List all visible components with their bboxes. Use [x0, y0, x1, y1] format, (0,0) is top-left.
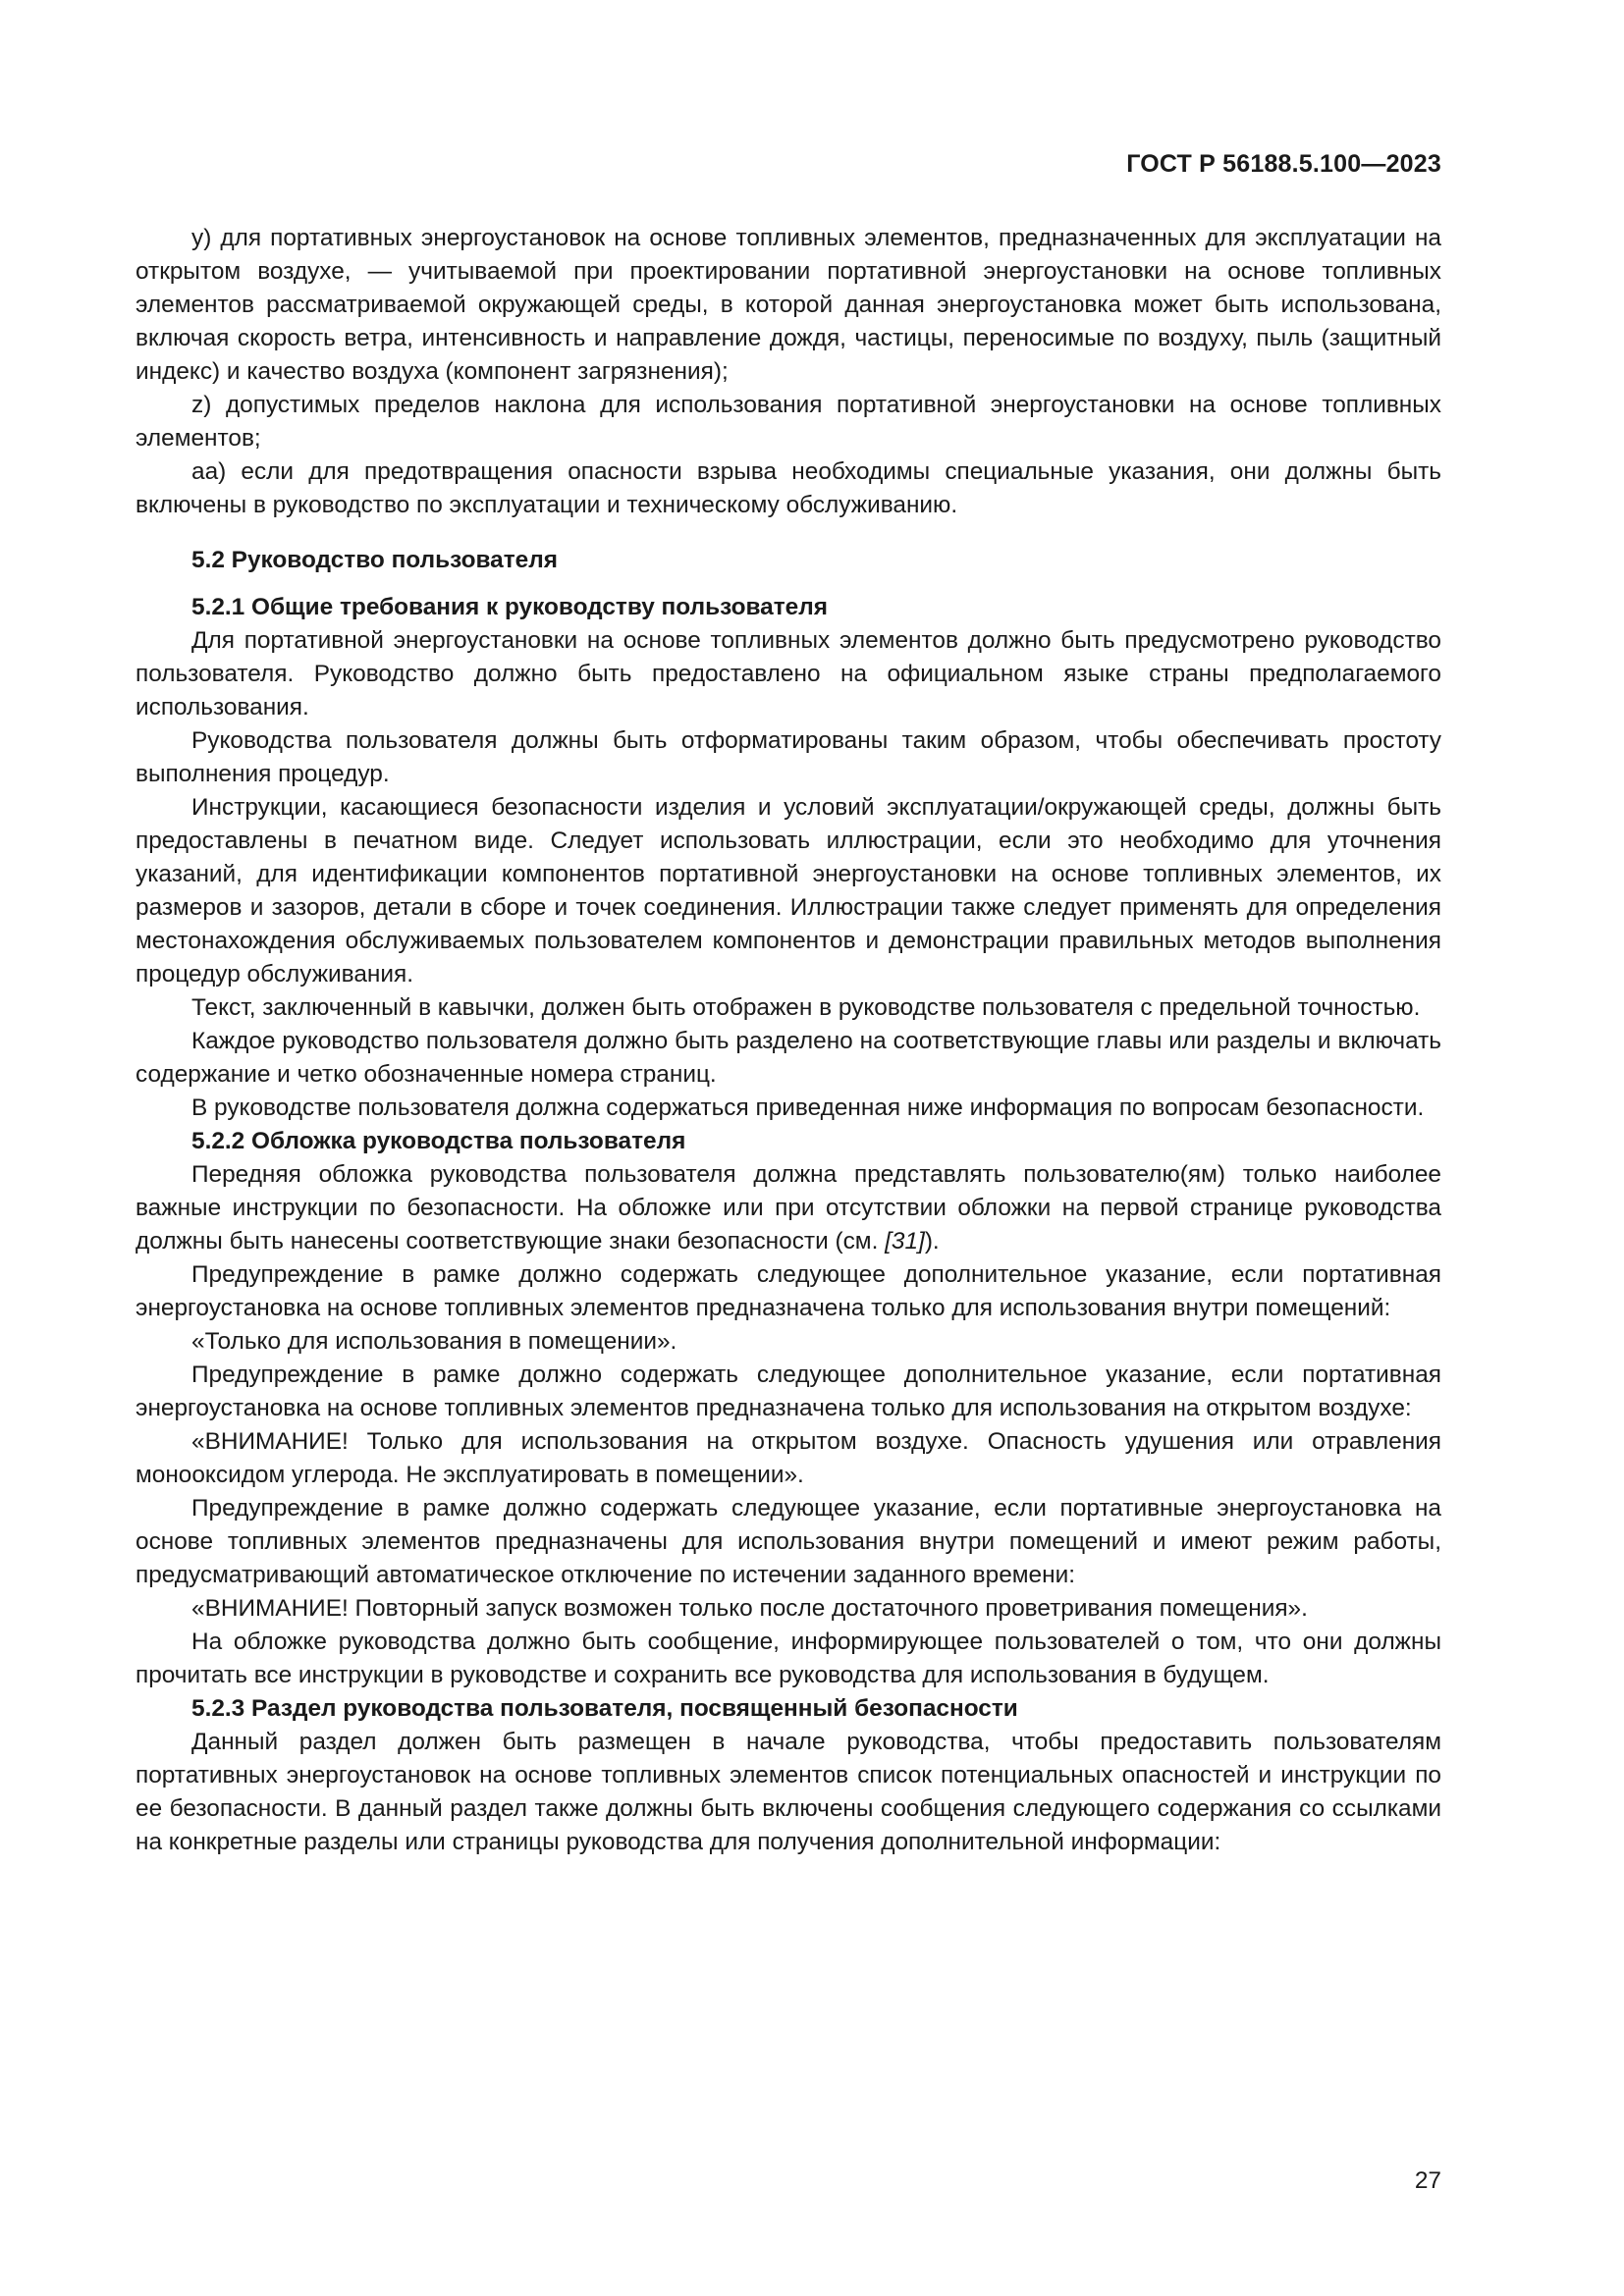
paragraph: Руководства пользователя должны быть отформатированы таким образом, чтобы обеспечивать простоту выполнения процедур. [135, 727, 1441, 787]
paragraph: В руководстве пользователя должна содержаться приведенная ниже информация по вопросам безопасности. [191, 1095, 1425, 1121]
paragraph: Текст, заключенный в кавычки, должен быть отображен в руководстве пользователя с предельной точностью. [191, 994, 1421, 1021]
paragraph: Предупреждение в рамке должно содержать следующее указание, если портативные энергоустановка на основе топливных элементов предназначены для использования внутри помещений и имеют режим работы, предусматривающий автоматическое отключение по истечении заданного времени: [135, 1495, 1441, 1588]
bibliography-reference: [31] [885, 1228, 925, 1255]
list-item-z: z) допустимых пределов наклона для использования портативной энергоустановки на основе топливных элементов; [135, 392, 1441, 452]
page-number: 27 [1414, 2167, 1441, 2194]
paragraph: Предупреждение в рамке должно содержать следующее дополнительное указание, если портативная энергоустановка на основе топливных элементов предназначена только для использования внутри помещений: [135, 1261, 1441, 1321]
quoted-warning: «ВНИМАНИЕ! Повторный запуск возможен только после достаточного проветривания помещения». [191, 1595, 1308, 1622]
paragraph: Каждое руководство пользователя должно быть разделено на соответствующие главы или разделы и включать содержание и четко обозначенные номера страниц. [135, 1028, 1441, 1088]
quoted-warning: «ВНИМАНИЕ! Только для использования на открытом воздухе. Опасность удушения или отравления монооксидом углерода. Не эксплуатировать в помещении». [135, 1428, 1441, 1488]
quoted-warning: «Только для использования в помещении». [191, 1328, 677, 1355]
paragraph: Предупреждение в рамке должно содержать следующее дополнительное указание, если портативная энергоустановка на основе топливных элементов предназначена только для использования на открытом воздухе: [135, 1362, 1441, 1421]
list-item-y: у) для портативных энергоустановок на основе топливных элементов, предназначенных для эксплуатации на открытом воздухе, — учитываемой при проектировании портативной энергоустановки на основе топливных элементов рассматриваемой окружающей среды, в которой данная энергоустановка может быть использована, включая скорость ветра, интенсивность и направление дождя, частицы, переносимые по воздуху, пыль (защитный индекс) и качество воздуха (компонент загрязнения); [135, 225, 1441, 385]
paragraph-text: ). [924, 1228, 940, 1255]
section-5-2-title: 5.2 Руководство пользователя [191, 547, 558, 573]
section-5-2-2-title: 5.2.2 Обложка руководства пользователя [191, 1128, 686, 1154]
document-code-header: ГОСТ Р 56188.5.100—2023 [1126, 150, 1441, 178]
paragraph: Данный раздел должен быть размещен в начале руководства, чтобы предоставить пользователям портативных энергоустановок на основе топливных элементов список потенциальных опасностей и инструкции по ее безопасности. В данный раздел также должны быть включены сообщения следующего содержания со ссылками на конкретные разделы или страницы руководства для получения дополнительной информации: [135, 1729, 1441, 1855]
paragraph: Для портативной энергоустановки на основе топливных элементов должно быть предусмотрено руководство пользователя. Руководство должно быть предоставлено на официальном языке страны предполагаемого использования. [135, 627, 1441, 721]
section-5-2-3-title: 5.2.3 Раздел руководства пользователя, посвященный безопасности [191, 1695, 1018, 1722]
paragraph [135, 1158, 1441, 1258]
paragraph: На обложке руководства должно быть сообщение, информирующее пользователей о том, что они должны прочитать все инструкции в руководстве и сохранить все руководства для использования в будущем. [135, 1629, 1441, 1688]
paragraph-text: Передняя обложка руководства пользователя должна представлять пользователю(ям) только наиболее важные инструкции по безопасности. На обложке или при отсутствии обложки на первой странице руководства должны быть нанесены соответствующие знаки безопасности (см. [135, 1161, 1441, 1255]
section-5-2-1-title: 5.2.1 Общие требования к руководству пользователя [191, 594, 828, 620]
paragraph: Инструкции, касающиеся безопасности изделия и условий эксплуатации/окружающей среды, должны быть предоставлены в печатном виде. Следует использовать иллюстрации, если это необходимо для уточнения указаний, для идентификации компонентов портативной энергоустановки на основе топливных элементов, их размеров и зазоров, детали в сборе и точек соединения. Иллюстрации также следует применять для определения местонахождения обслуживаемых пользователем компонентов и демонстрации правильных методов выполнения процедур обслуживания. [135, 794, 1441, 988]
document-body [135, 222, 1441, 1859]
list-item-aa: аа) если для предотвращения опасности взрыва необходимы специальные указания, они должны быть включены в руководство по эксплуатации и техническому обслуживанию. [135, 458, 1441, 518]
